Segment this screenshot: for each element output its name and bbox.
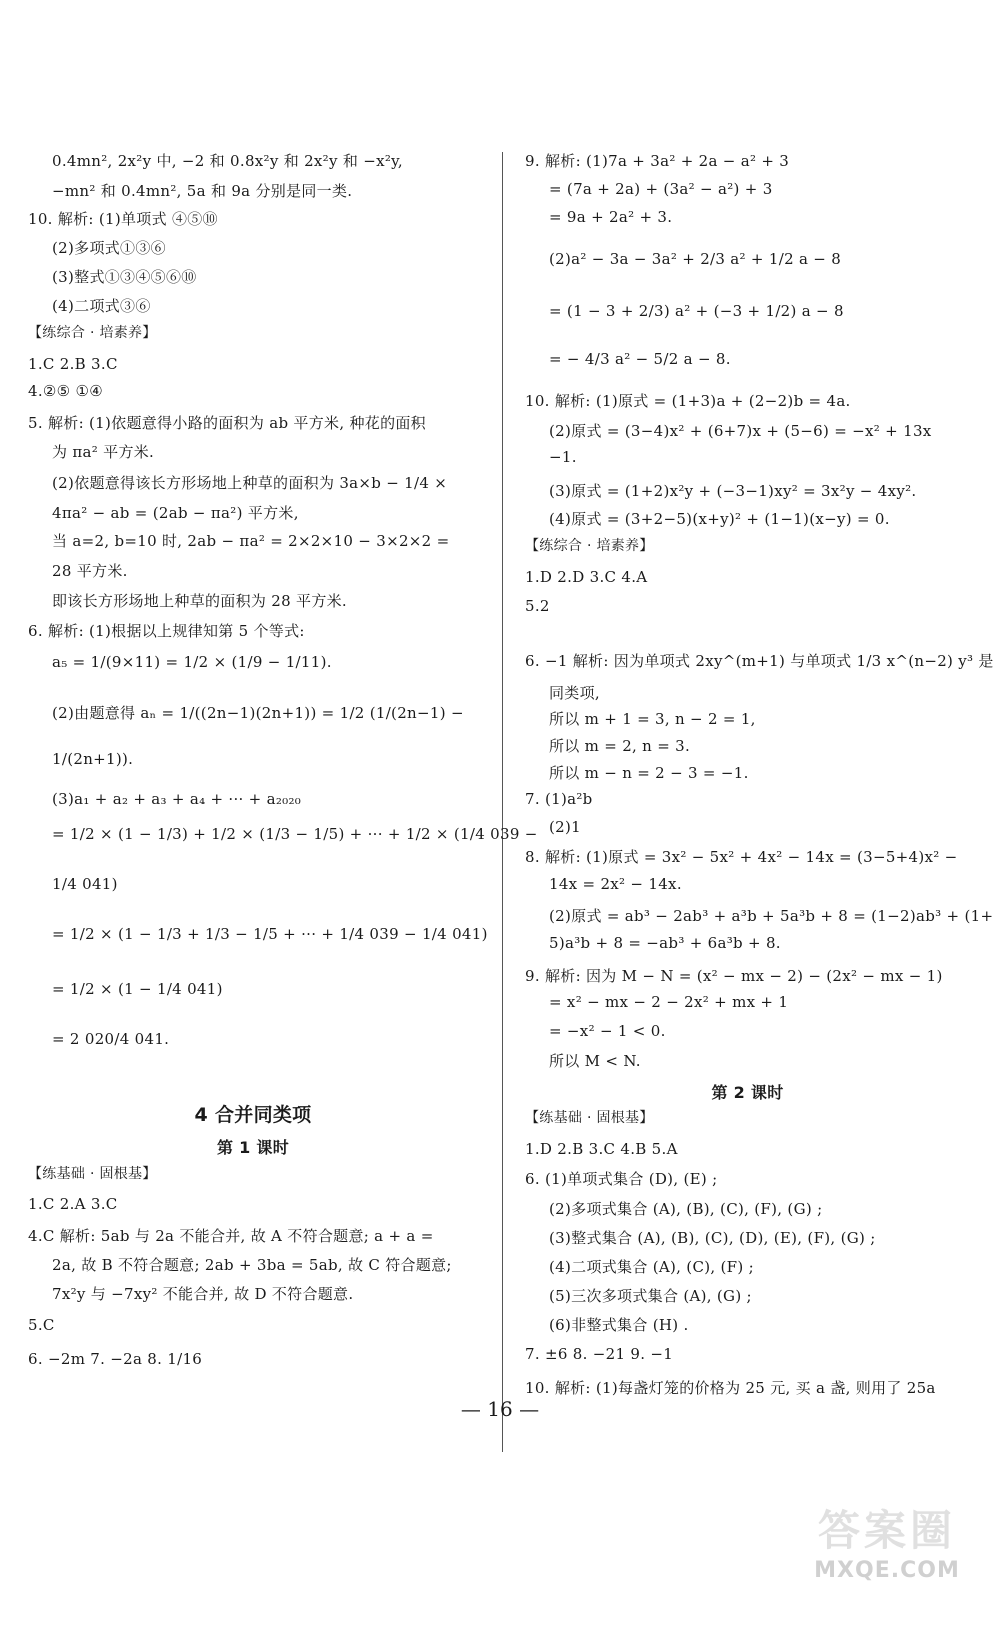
left-line: 当 a=2, b=10 时, 2ab − πa² = 2×2×10 − 3×2×2 = bbox=[52, 532, 450, 550]
right-line: 5.2 bbox=[525, 597, 550, 615]
right-line: = (7a + 2a) + (3a² − a²) + 3 bbox=[549, 180, 773, 198]
left-line: 6. 解析: (1)根据以上规律知第 5 个等式: bbox=[28, 622, 305, 640]
right-line: 1.D 2.D 3.C 4.A bbox=[525, 568, 648, 586]
watermark-logo bbox=[802, 1498, 972, 1618]
left-line: 10. 解析: (1)单项式 ④⑤⑩ bbox=[28, 210, 218, 228]
left-line: = 1/2 × (1 − 1/3 + 1/3 − 1/5 + ··· + 1/4 039 − 1/4 041) bbox=[52, 925, 488, 943]
right-line: (6)非整式集合 (H) . bbox=[549, 1316, 689, 1334]
left-line: (4)二项式③⑥ bbox=[52, 297, 151, 315]
section-tag: 【练基础 · 固根基】 bbox=[525, 1110, 654, 1126]
right-line: (2)a² − 3a − 3a² + 2/3 a² + 1/2 a − 8 bbox=[549, 250, 842, 268]
left-line: (2)依题意得该长方形场地上种草的面积为 3a×b − 1/4 × bbox=[52, 474, 448, 492]
left-line: 1.C 2.B 3.C bbox=[28, 355, 118, 373]
right-line: 7. ±6 8. −21 9. −1 bbox=[525, 1345, 674, 1363]
watermark-bottom-text: MXQE.COM bbox=[814, 1558, 960, 1583]
right-line: = x² − mx − 2 − 2x² + mx + 1 bbox=[549, 993, 789, 1011]
right-line: 5)a³b + 8 = −ab³ + 6a³b + 8. bbox=[549, 934, 781, 952]
right-line: (3)整式集合 (A), (B), (C), (D), (E), (F), (G) ; bbox=[549, 1229, 876, 1247]
right-line: (4)二项式集合 (A), (C), (F) ; bbox=[549, 1258, 754, 1276]
right-line: (2)1 bbox=[549, 818, 581, 836]
right-line: (5)三次多项式集合 (A), (G) ; bbox=[549, 1287, 752, 1305]
left-line: 6. −2m 7. −2a 8. 1/16 bbox=[28, 1350, 203, 1368]
left-line: 1/(2n+1)). bbox=[52, 750, 134, 768]
left-line: 1/4 041) bbox=[52, 875, 118, 893]
right-line: (2)多项式集合 (A), (B), (C), (F), (G) ; bbox=[549, 1200, 823, 1218]
right-line: 所以 m + 1 = 3, n − 2 = 1, bbox=[549, 710, 756, 728]
right-line: (2)原式 = (3−4)x² + (6+7)x + (5−6) = −x² + 13x bbox=[549, 422, 932, 440]
left-line: (3)a₁ + a₂ + a₃ + a₄ + ··· + a₂₀₂₀ bbox=[52, 790, 302, 808]
left-line: a₅ = 1/(9×11) = 1/2 × (1/9 − 1/11). bbox=[52, 653, 332, 671]
right-line: (4)原式 = (3+2−5)(x+y)² + (1−1)(x−y) = 0. bbox=[549, 510, 890, 528]
left-line: 28 平方米. bbox=[52, 562, 128, 580]
right-line: 6. (1)单项式集合 (D), (E) ; bbox=[525, 1170, 718, 1188]
left-line: 为 πa² 平方米. bbox=[52, 443, 155, 461]
right-line: 同类项, bbox=[549, 684, 600, 702]
left-line: 4.②⑤ ①④ bbox=[28, 382, 103, 400]
lesson-subtitle: 第 2 课时 bbox=[711, 1083, 784, 1102]
right-line: 所以 m − n = 2 − 3 = −1. bbox=[549, 764, 749, 782]
right-line: = (1 − 3 + 2/3) a² + (−3 + 1/2) a − 8 bbox=[549, 302, 844, 320]
right-line: 8. 解析: (1)原式 = 3x² − 5x² + 4x² − 14x = (3−5+4)x² − bbox=[525, 848, 958, 866]
left-line: (3)整式①③④⑤⑥⑩ bbox=[52, 268, 197, 286]
right-line: 1.D 2.B 3.C 4.B 5.A bbox=[525, 1140, 678, 1158]
right-line: 10. 解析: (1)每盏灯笼的价格为 25 元, 买 a 盏, 则用了 25a bbox=[525, 1379, 936, 1397]
watermark-top-text: 答案圈 bbox=[817, 1506, 956, 1555]
right-line: 9. 解析: (1)7a + 3a² + 2a − a² + 3 bbox=[525, 152, 790, 170]
left-line: −mn² 和 0.4mn², 5a 和 9a 分别是同一类. bbox=[52, 182, 353, 200]
left-line: 7x²y 与 −7xy² 不能合并, 故 D 不符合题意. bbox=[52, 1285, 354, 1303]
right-line: 9. 解析: 因为 M − N = (x² − mx − 2) − (2x² − mx − 1) bbox=[525, 967, 943, 985]
right-line: (2)原式 = ab³ − 2ab³ + a³b + 5a³b + 8 = (1−2)ab³ + (1+ bbox=[549, 907, 994, 925]
right-line: 所以 M < N. bbox=[549, 1052, 641, 1070]
left-line: = 2 020/4 041. bbox=[52, 1030, 170, 1048]
right-line: = 9a + 2a² + 3. bbox=[549, 208, 673, 226]
lesson-subtitle: 第 1 课时 bbox=[216, 1138, 290, 1157]
column-divider bbox=[502, 152, 503, 1452]
page-number: — 16 — bbox=[460, 1397, 540, 1421]
right-line: 10. 解析: (1)原式 = (1+3)a + (2−2)b = 4a. bbox=[525, 392, 851, 410]
left-line: 1.C 2.A 3.C bbox=[28, 1195, 118, 1213]
right-line: 【练综合 · 培素养】 bbox=[525, 538, 654, 554]
left-line: 5. 解析: (1)依题意得小路的面积为 ab 平方米, 种花的面积 bbox=[28, 414, 426, 432]
section-tag: 【练基础 · 固根基】 bbox=[28, 1166, 157, 1182]
right-line: 6. −1 解析: 因为单项式 2xy^(m+1) 与单项式 1/3 x^(n−2) y³ 是 bbox=[525, 652, 994, 670]
left-line: 2a, 故 B 不符合题意; 2ab + 3ba = 5ab, 故 C 符合题意; bbox=[52, 1256, 452, 1274]
left-line: (2)多项式①③⑥ bbox=[52, 239, 166, 257]
right-line: −1. bbox=[549, 448, 577, 466]
right-line: = − 4/3 a² − 5/2 a − 8. bbox=[549, 350, 731, 368]
left-line: 4πa² − ab = (2ab − πa²) 平方米, bbox=[52, 504, 299, 522]
section-title: 4 合并同类项 bbox=[194, 1104, 312, 1126]
right-line: 7. (1)a²b bbox=[525, 790, 593, 808]
left-line: (2)由题意得 aₙ = 1/((2n−1)(2n+1)) = 1/2 (1/(2n−1) − bbox=[52, 704, 464, 722]
left-line: 即该长方形场地上种草的面积为 28 平方米. bbox=[52, 592, 347, 610]
left-line: 5.C bbox=[28, 1316, 55, 1334]
left-line: 0.4mn², 2x²y 中, −2 和 0.8x²y 和 2x²y 和 −x²y, bbox=[52, 152, 403, 170]
left-line: = 1/2 × (1 − 1/3) + 1/2 × (1/3 − 1/5) + ··· + 1/2 × (1/4 039 − bbox=[52, 825, 538, 843]
right-line: 14x = 2x² − 14x. bbox=[549, 875, 682, 893]
left-line: 4.C 解析: 5ab 与 2a 不能合并, 故 A 不符合题意; a + a = bbox=[28, 1227, 434, 1245]
right-line: 所以 m = 2, n = 3. bbox=[549, 737, 691, 755]
left-line: = 1/2 × (1 − 1/4 041) bbox=[52, 980, 223, 998]
left-line: 【练综合 · 培素养】 bbox=[28, 325, 157, 341]
right-line: (3)原式 = (1+2)x²y + (−3−1)xy² = 3x²y − 4xy². bbox=[549, 482, 917, 500]
right-line: = −x² − 1 < 0. bbox=[549, 1022, 666, 1040]
